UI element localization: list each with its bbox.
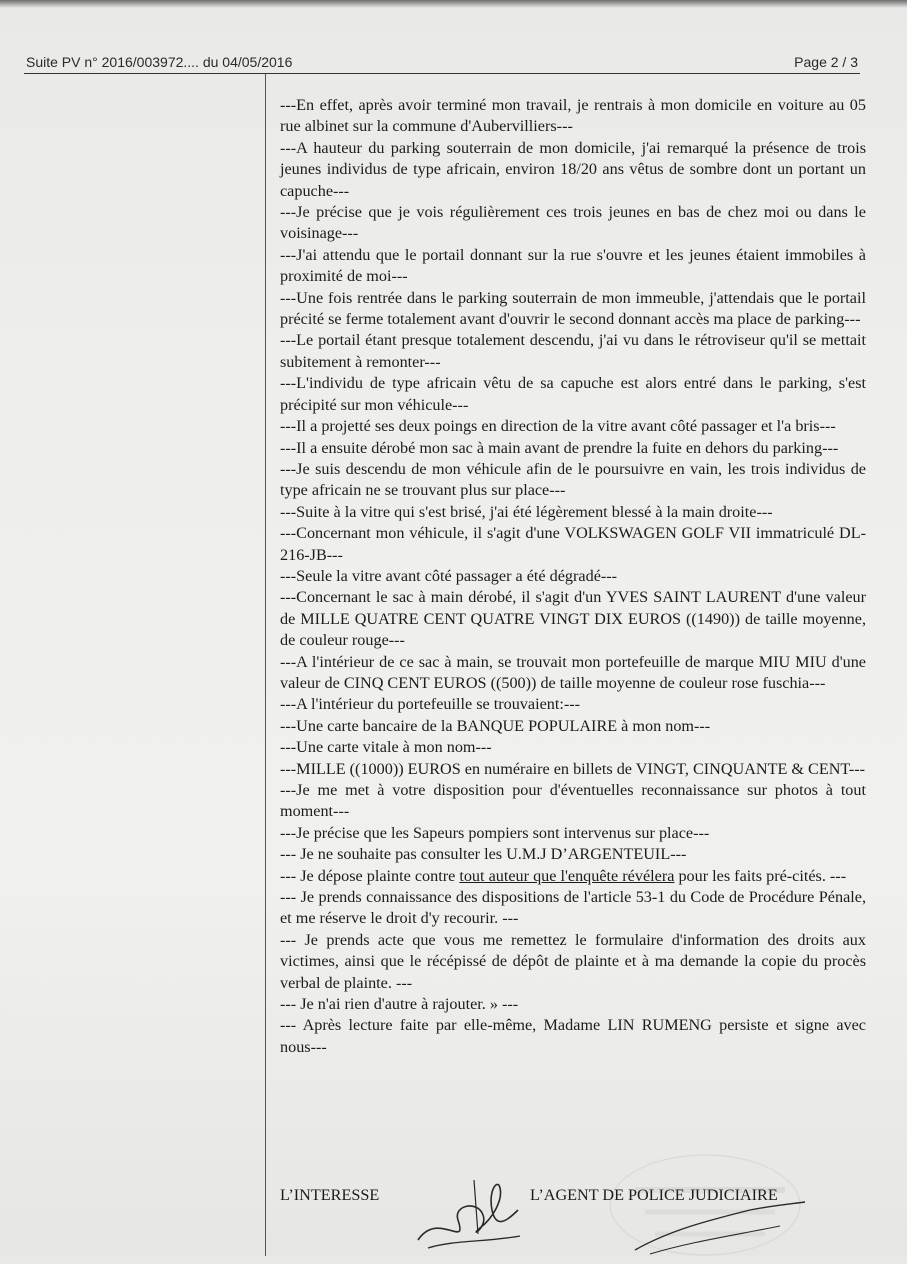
statement-paragraph: ---L'individu de type africain vêtu de sa capuche est alors entré dans le parking, s'est précipité sur mon véhicule---: [280, 374, 866, 414]
scan-top-edge: [0, 0, 907, 8]
statement-paragraph: ---A l'intérieur de ce sac à main, se trouvait mon portefeuille de marque MIU MIU d'une valeur de CINQ CENT EUROS ((500)) de taille moyenne de couleur rose fuschia---: [280, 652, 866, 692]
plainte-paragraph: [280, 866, 866, 887]
statement-paragraph: ---Une carte bancaire de la BANQUE POPULAIRE à mon nom---: [280, 716, 711, 735]
plainte-before: --- Je dépose plainte contre: [280, 866, 460, 885]
statement-paragraph: ---Je précise que les Sapeurs pompiers sont intervenus sur place---: [280, 823, 710, 842]
statement-paragraph: --- Je ne souhaite pas consulter les U.M.J D’ARGENTEUIL---: [280, 845, 687, 864]
handwritten-signature: [408, 1170, 528, 1256]
margin-rule: [265, 74, 266, 1256]
statement-paragraph: ---Il a projetté ses deux poings en direction de la vitre avant côté passager et l'a bris---: [280, 417, 836, 436]
statement-paragraph: ---Je précise que je vois régulièrement ces trois jeunes en bas de chez moi ou dans le voisinage---: [280, 203, 866, 243]
statement-body: [280, 95, 866, 1058]
statement-paragraph: --- Après lecture faite par elle-même, Madame LIN RUMENG persiste et signe avec nous---: [280, 1016, 866, 1056]
statement-paragraph: ---A l'intérieur du portefeuille se trouvaient:---: [280, 695, 581, 714]
statement-paragraph: ---Concernant mon véhicule, il s'agit d'une VOLKSWAGEN GOLF VII immatriculé DL-216-JB---: [280, 524, 866, 564]
statement-paragraph: ---J'ai attendu que le portail donnant sur la rue s'ouvre et les jeunes étaient immobiles à proximité de moi---: [280, 245, 866, 286]
statement-paragraph: ---Je me met à votre disposition pour d'éventuelles reconnaissance sur photos à tout moment---: [280, 781, 866, 821]
agent-signature: [630, 1200, 810, 1256]
signatory-interesse: L’INTERESSE: [280, 1186, 380, 1204]
statement-paragraph: ---Seule la vitre avant côté passager a été dégradé---: [280, 566, 618, 585]
statement-paragraph: --- Je n'ai rien d'autre à rajouter. » ---: [280, 995, 519, 1014]
signatory-agent: L’AGENT DE POLICE JUDICIAIRE: [530, 1186, 778, 1204]
statement-paragraph: ---Je suis descendu de mon véhicule afin de le poursuivre en vain, les trois individus de type africain ne se trouvant plus sur place---: [280, 459, 866, 500]
statement-paragraph: ---A hauteur du parking souterrain de mon domicile, j'ai remarqué la présence de trois jeunes individus de type africain, environ 18/20 ans vêtus de sombre dont un portant un capuche---: [280, 138, 866, 200]
statement-paragraph: ---Une fois rentrée dans le parking souterrain de mon immeuble, j'attendais que le portail précité se ferme totalement avant d'ouvrir le second donnant accès ma place de parking---: [280, 288, 866, 329]
statement-paragraph: ---Suite à la vitre qui s'est brisé, j'ai été légèrement blessé à la main droite---: [280, 502, 773, 521]
statement-paragraph: --- Je prends acte que vous me remettez le formulaire d'information des droits aux victimes, ainsi que le récépissé de dépôt de plainte et à ma demande la copie du procès verbal de plainte. ---: [280, 930, 866, 992]
statement-paragraph: ---Le portail étant presque totalement descendu, j'ai vu dans le rétroviseur qu'il se mettait subitement à remonter---: [280, 331, 866, 371]
statement-paragraph: ---Il a ensuite dérobé mon sac à main avant de prendre la fuite en dehors du parking---: [280, 438, 839, 457]
statement-paragraph: ---MILLE ((1000)) EUROS en numéraire en billets de VINGT, CINQUANTE & CENT---: [280, 759, 866, 778]
plainte-underlined: tout auteur que l'enquête révélera: [459, 866, 675, 885]
header-rule: [24, 73, 860, 74]
pv-reference: Suite PV n° 2016/003972.... du 04/05/2016: [26, 54, 293, 70]
plainte-after: pour les faits pré-cités. ---: [674, 866, 847, 885]
statement-paragraph: ---Concernant le sac à main dérobé, il s'agit d'un YVES SAINT LAURENT d'une valeur de MILLE QUATRE CENT QUATRE VINGT DIX EUROS ((1490)) de taille moyenne, de couleur rouge---: [280, 588, 866, 650]
statement-paragraph: ---En effet, après avoir terminé mon travail, je rentrais à mon domicile en voiture au 05 rue albinet sur la commune d'Aubervilliers---: [280, 96, 866, 136]
statement-paragraph: ---Une carte vitale à mon nom---: [280, 738, 492, 757]
page-number: Page 2 / 3: [794, 54, 858, 70]
statement-paragraph: --- Je prends connaissance des dispositions de l'article 53-1 du Code de Procédure Pénale, et me réserve le droit d'y recourir. ---: [280, 888, 866, 928]
